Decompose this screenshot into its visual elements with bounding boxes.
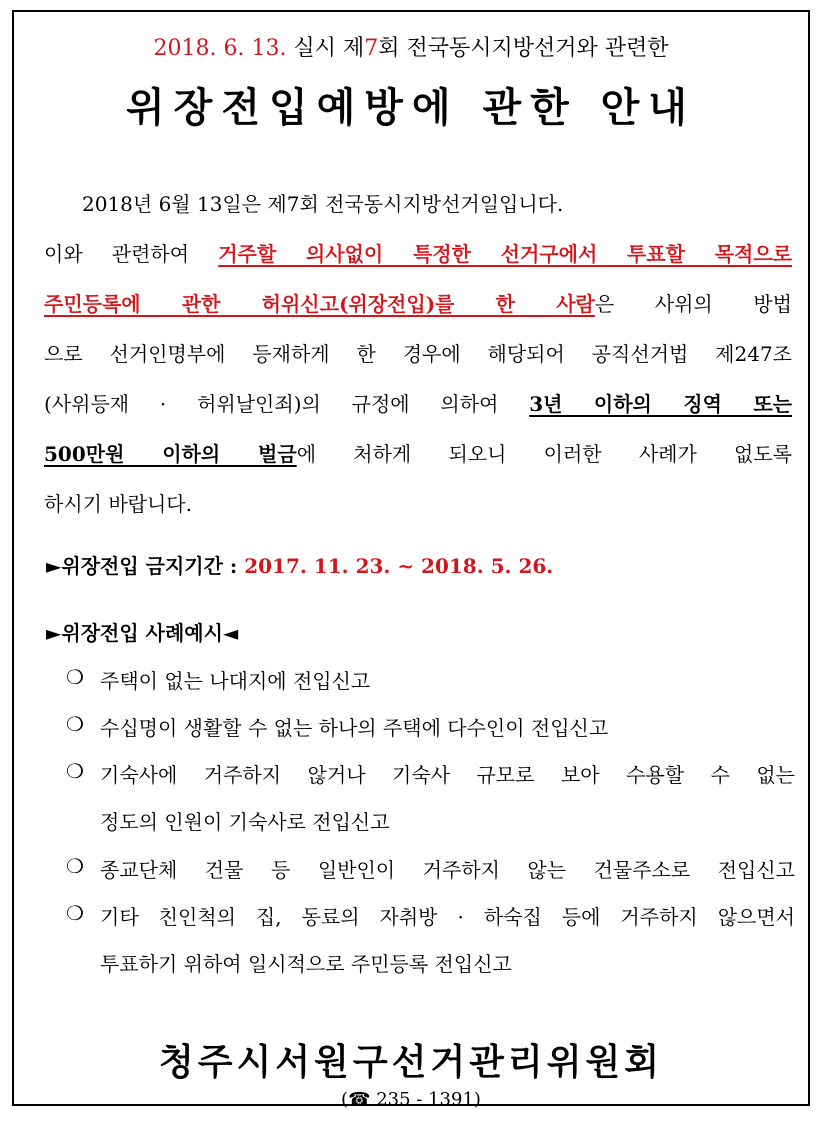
- false-report-highlight-2: 주민등록에 관한 허위신고(위장전입)를 한 사람: [44, 292, 595, 316]
- organization-name: 청주시서원구선거관리위원회: [158, 1041, 664, 1083]
- intro-line-7: 하시기 바랍니다.: [44, 492, 192, 516]
- intro-line-3: 주민등록에 관한 허위신고(위장전입)를 한 사람은 사위의 방법: [44, 292, 792, 316]
- election-date: 2018. 6. 13.: [153, 36, 287, 61]
- bullet-icon: ❍: [66, 759, 84, 783]
- intro-line-5: (사위등재 · 허위날인죄)의 규정에 의하여 3년 이하의 징역 또는: [44, 392, 792, 416]
- intro-line-6: 500만원 이하의 벌금에 처하게 되오니 이러한 사례가 없도록: [44, 442, 792, 466]
- list-item: 주택이 없는 나대지에 전입신고: [100, 669, 371, 693]
- intro-line-4: 으로 선거인명부에 등재하게 한 경우에 해당되어 공직선거법 제247조: [44, 342, 792, 366]
- penalty-highlight-2: 500만원 이하의 벌금: [44, 442, 297, 466]
- subtitle: 2018. 6. 13. 실시 제7회 전국동시지방선거와 관련한: [153, 36, 669, 61]
- examples-heading: ►위장전입 사례예시◄: [46, 621, 239, 645]
- period-value: 2017. 11. 23. ~ 2018. 5. 26.: [244, 554, 554, 578]
- false-report-highlight-1: 거주할 의사없이 특정한 선거구에서 투표할 목적으로: [218, 242, 793, 266]
- bullet-icon: ❍: [66, 901, 84, 925]
- prohibition-period: [46, 550, 553, 579]
- list-item-continuation: 투표하기 위하여 일시적으로 주민등록 전입신고: [100, 952, 512, 976]
- period-label: ►위장전입 금지기간 :: [46, 554, 245, 578]
- list-item: 기타 친인척의 집, 동료의 자취방 · 하숙집 등에 거주하지 않으면서: [100, 905, 795, 929]
- notice-frame: [12, 10, 810, 1110]
- intro-line-1: 2018년 6월 13일은 제7회 전국동시지방선거일입니다.: [82, 192, 564, 216]
- election-number: 7: [364, 36, 379, 61]
- bullet-icon: ❍: [66, 854, 84, 878]
- phone-number: (☎ 235 - 1391): [341, 1089, 481, 1110]
- intro-line-2: 이와 관련하여 거주할 의사없이 특정한 선거구에서 투표할 목적으로: [44, 242, 793, 266]
- page-title: 위장전입예방에 관한 안내: [126, 84, 696, 131]
- penalty-highlight-1: 3년 이하의 징역 또는: [529, 392, 792, 416]
- list-item-continuation: 정도의 인원이 기숙사로 전입신고: [100, 810, 390, 834]
- list-item: 종교단체 건물 등 일반인이 거주하지 않는 건물주소로 전입신고: [100, 858, 795, 882]
- bullet-icon: ❍: [66, 712, 84, 736]
- bullet-icon: ❍: [66, 665, 84, 689]
- list-item: 수십명이 생활할 수 없는 하나의 주택에 다수인이 전입신고: [100, 716, 609, 740]
- list-item: 기숙사에 거주하지 않거나 기숙사 규모로 보아 수용할 수 없는: [100, 763, 795, 787]
